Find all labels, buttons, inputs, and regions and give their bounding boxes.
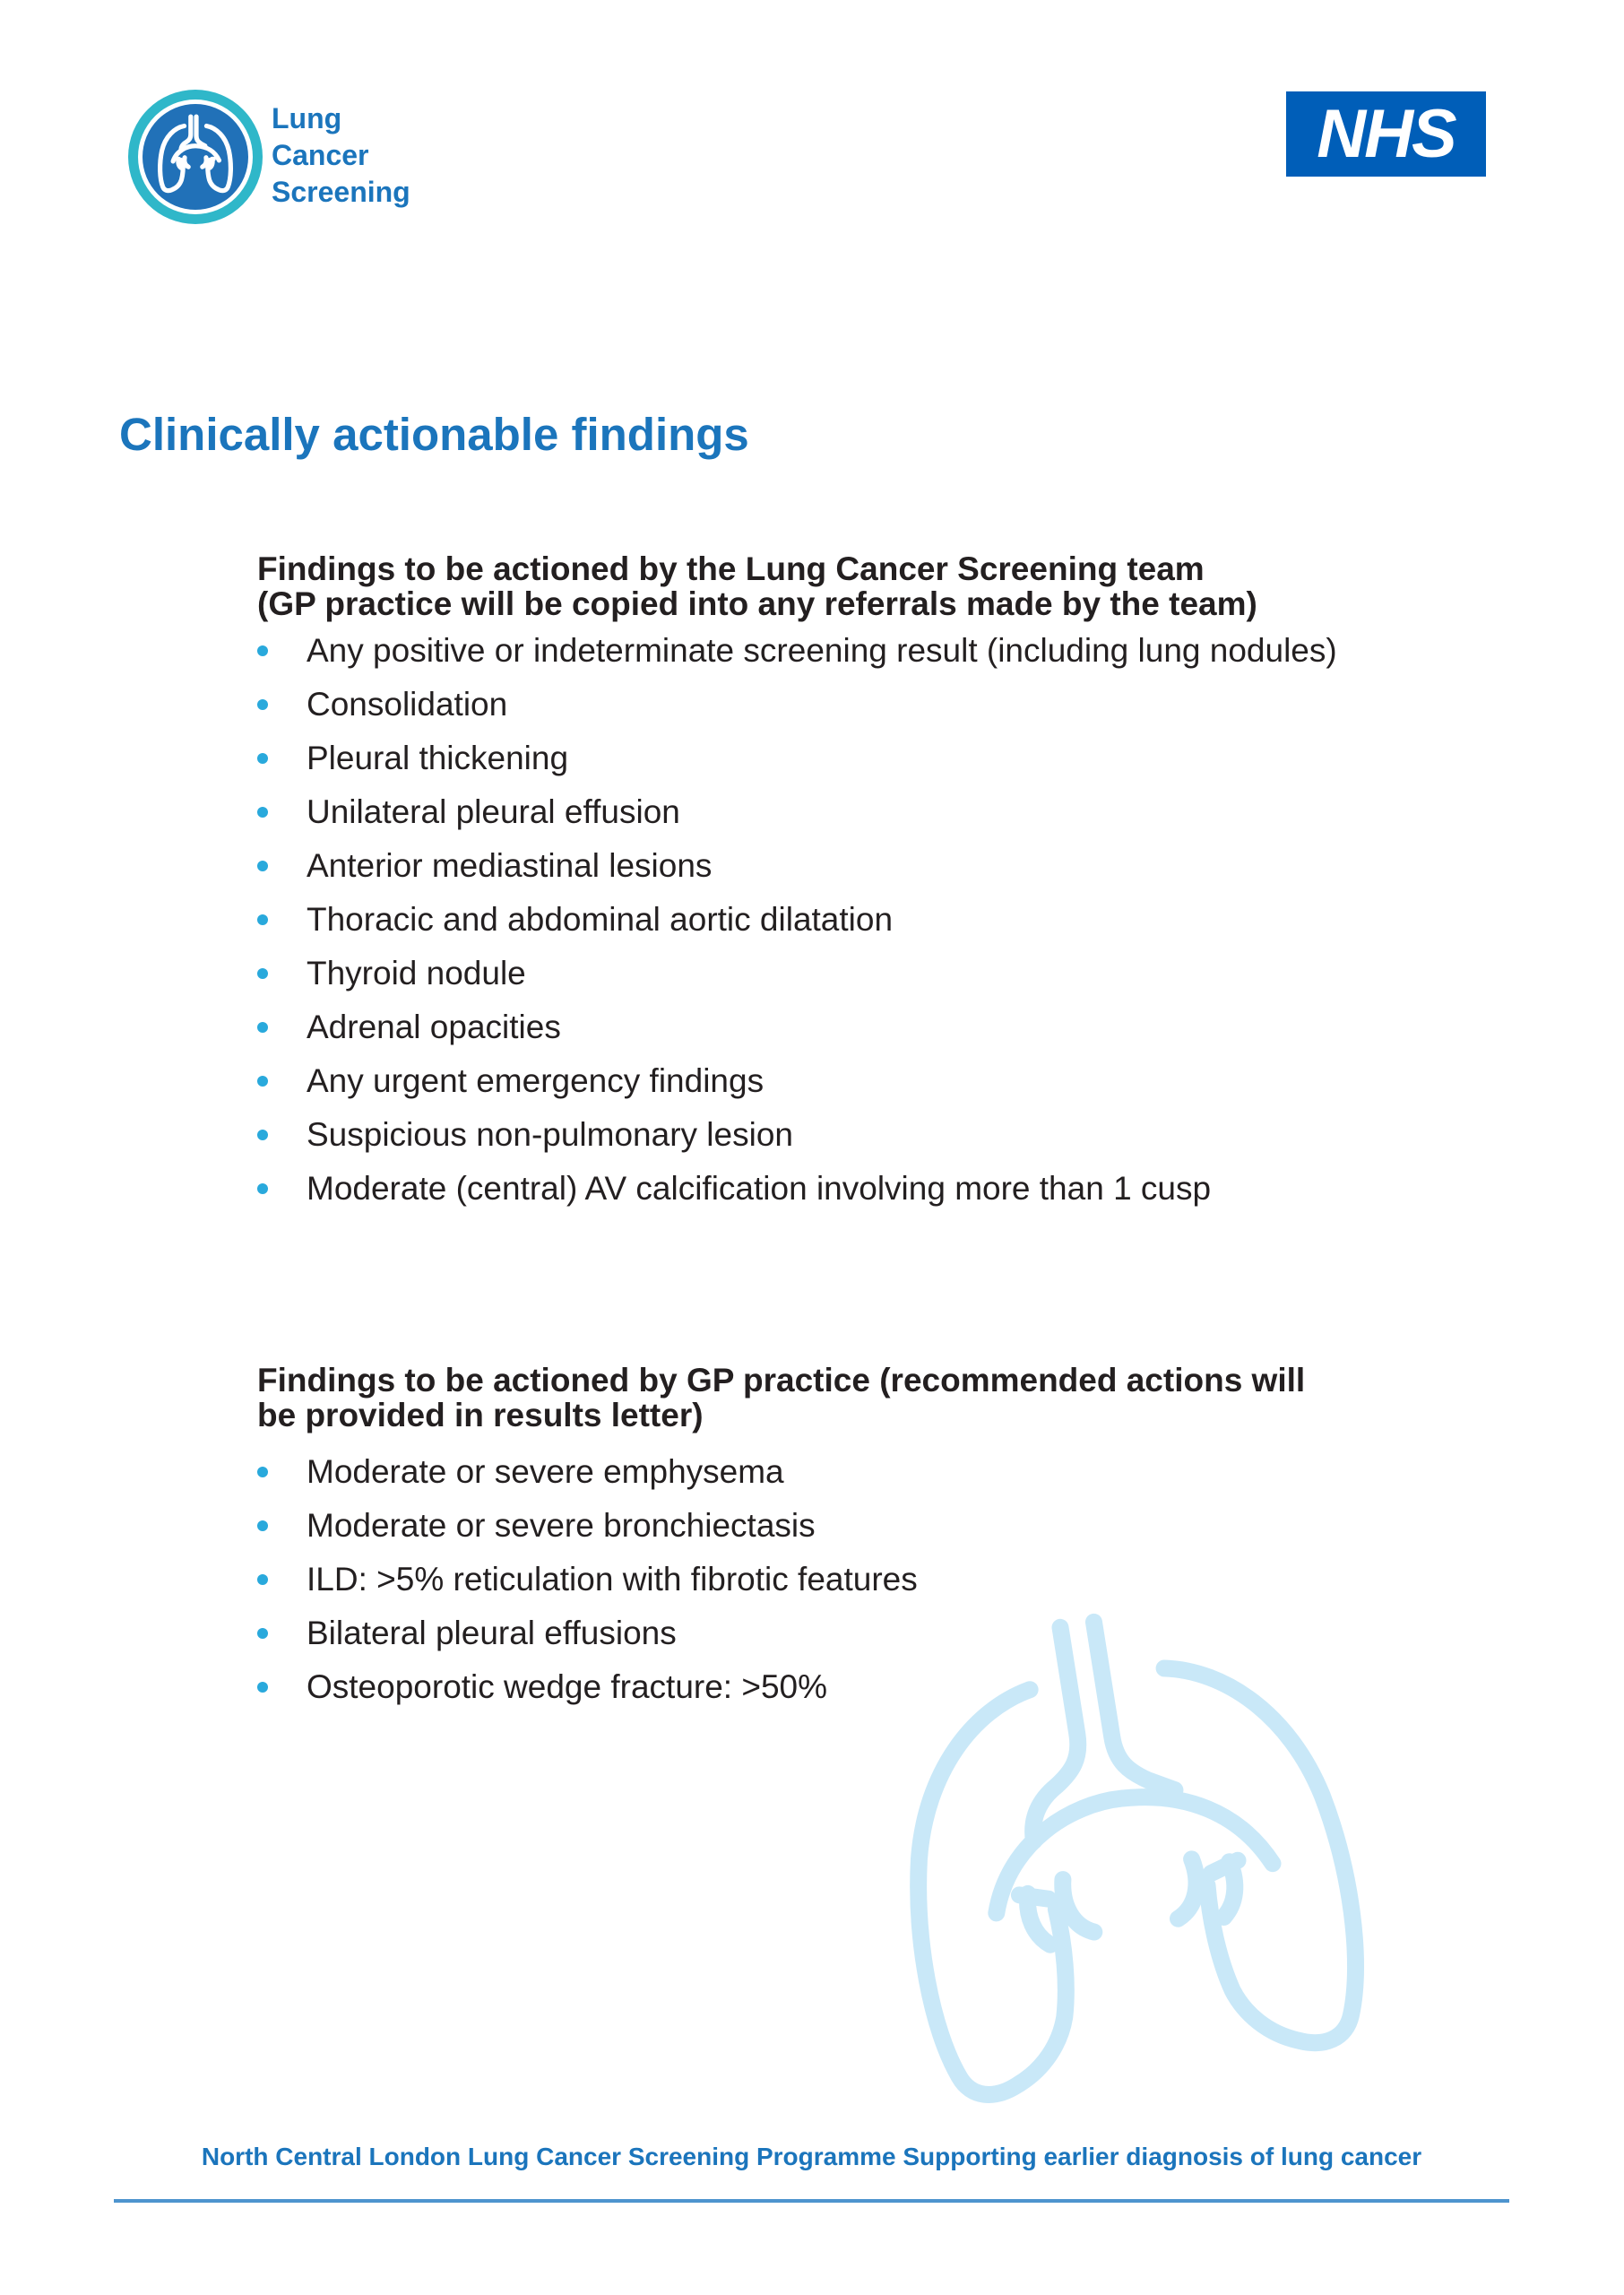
list-item — [257, 1445, 1440, 1499]
bullet-icon — [257, 1022, 268, 1033]
section2-heading-line1: Findings to be actioned by GP practice (recommended actions will — [257, 1362, 1306, 1399]
list-item-text: Adrenal opacities — [307, 1009, 561, 1045]
list-item-text: Any positive or indeterminate screening result (including lung nodules) — [307, 632, 1337, 669]
list-item-text: Bilateral pleural effusions — [307, 1615, 677, 1651]
list-item — [257, 1108, 1440, 1162]
list-item-text: Moderate or severe bronchiectasis — [307, 1507, 816, 1544]
list-item-text: Consolidation — [307, 686, 508, 723]
list-item — [257, 893, 1440, 947]
list-item — [257, 678, 1440, 732]
logo-word-lung: Lung — [272, 102, 342, 134]
list-item-text: Any urgent emergency findings — [307, 1062, 764, 1099]
bullet-icon — [257, 807, 268, 818]
bullet-icon — [257, 1520, 268, 1531]
list-item-text: Osteoporotic wedge fracture: >50% — [307, 1668, 828, 1705]
nhs-logo-text: NHS — [1317, 96, 1456, 172]
list-item — [257, 1054, 1440, 1108]
bullet-icon — [257, 753, 268, 764]
section1-heading-line1: Findings to be actioned by the Lung Cancer Screening team — [257, 550, 1205, 587]
list-item-text: Thyroid nodule — [307, 955, 526, 992]
list-item — [257, 1553, 1440, 1606]
bullet-icon — [257, 968, 268, 979]
footer-text: North Central London Lung Cancer Screening Programme Supporting earlier diagnosis of lung cancer — [201, 2143, 1422, 2170]
section1-findings-list — [257, 624, 1440, 1216]
bullet-icon — [257, 1628, 268, 1639]
footer-divider — [114, 2199, 1509, 2203]
section2-findings-list — [257, 1445, 1440, 1714]
section2-heading — [257, 1363, 1386, 1433]
list-item — [257, 947, 1440, 1000]
section1-heading-line2: (GP practice will be copied into any referrals made by the team) — [257, 585, 1257, 622]
list-item-text: Moderate (central) AV calcification involving more than 1 cusp — [307, 1170, 1212, 1207]
bullet-icon — [257, 1076, 268, 1087]
list-item — [257, 1499, 1440, 1553]
logo-wordmark — [272, 100, 410, 211]
list-item-text: Unilateral pleural effusion — [307, 793, 680, 830]
list-item-text: ILD: >5% reticulation with fibrotic features — [307, 1561, 918, 1598]
list-item — [257, 732, 1440, 785]
bullet-icon — [257, 699, 268, 710]
bullet-icon — [257, 1467, 268, 1477]
list-item — [257, 1660, 1440, 1714]
bullet-icon — [257, 645, 268, 656]
list-item-text: Moderate or severe emphysema — [307, 1453, 784, 1490]
logo-word-cancer: Cancer — [272, 139, 369, 171]
bullet-icon — [257, 861, 268, 871]
section1-heading — [257, 551, 1386, 621]
list-item — [257, 1606, 1440, 1660]
list-item — [257, 1162, 1440, 1216]
list-item — [257, 839, 1440, 893]
nhs-logo — [1286, 91, 1486, 177]
page-title: Clinically actionable findings — [119, 409, 749, 460]
list-item-text: Thoracic and abdominal aortic dilatation — [307, 901, 894, 938]
bullet-icon — [257, 914, 268, 925]
list-item-text: Suspicious non-pulmonary lesion — [307, 1116, 793, 1153]
list-item — [257, 624, 1440, 678]
logo-word-screening: Screening — [272, 176, 410, 208]
bullet-icon — [257, 1574, 268, 1585]
list-item-text: Pleural thickening — [307, 740, 569, 776]
logo-lungs-icon — [143, 104, 248, 210]
list-item-text: Anterior mediastinal lesions — [307, 847, 713, 884]
bullet-icon — [257, 1130, 268, 1140]
list-item — [257, 1000, 1440, 1054]
lung-cancer-screening-logo — [128, 90, 263, 224]
bullet-icon — [257, 1682, 268, 1693]
section2-heading-line2: be provided in results letter) — [257, 1397, 704, 1433]
list-item — [257, 785, 1440, 839]
bullet-icon — [257, 1183, 268, 1194]
